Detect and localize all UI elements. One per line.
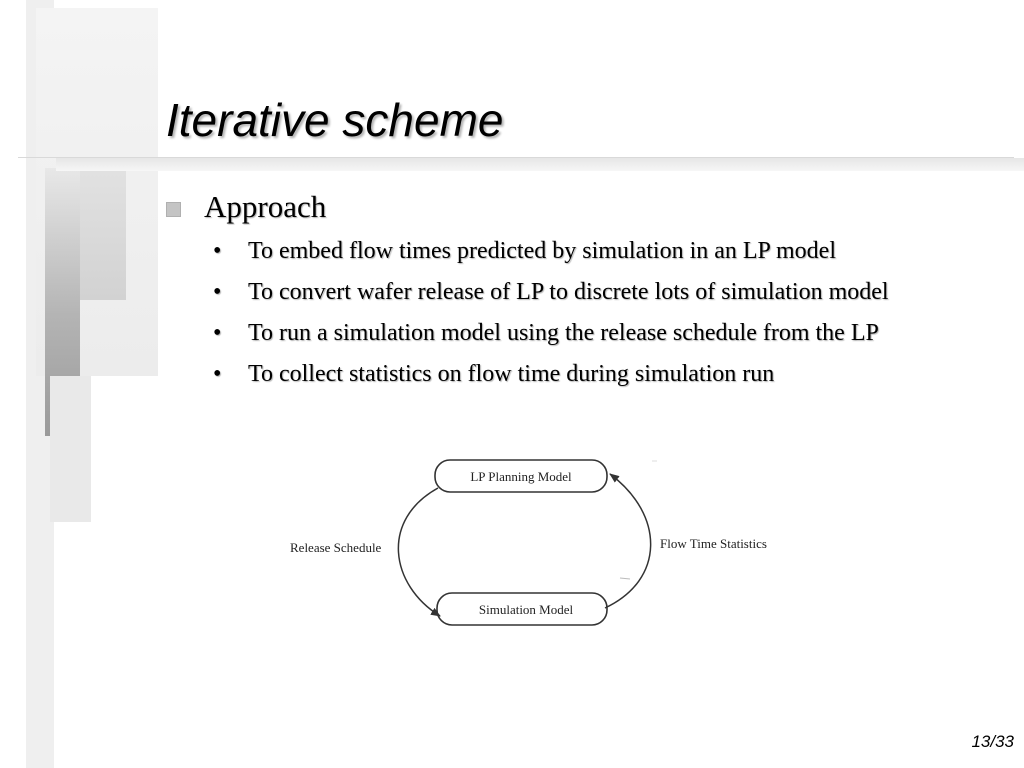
sub-bullet-item xyxy=(213,234,889,275)
sub-bullet-item xyxy=(213,316,889,357)
sub-bullet-text: To collect statistics on flow time during simulation run xyxy=(248,361,775,387)
sub-bullet-text: To convert wafer release of LP to discrete lots of simulation model xyxy=(248,279,889,305)
iteration-diagram xyxy=(280,450,810,640)
dot-bullet-icon: • xyxy=(213,279,222,305)
sub-bullet-text: To run a simulation model using the release schedule from the LP xyxy=(248,320,879,346)
sub-bullet-item xyxy=(213,357,889,398)
background-bar xyxy=(50,376,91,522)
dot-bullet-icon: • xyxy=(213,361,222,387)
dot-bullet-icon: • xyxy=(213,238,222,264)
flow-time-arrow xyxy=(605,474,651,608)
bullet-heading: Approach xyxy=(204,189,327,224)
flow-time-statistics-label: Flow Time Statistics xyxy=(660,536,767,551)
square-bullet-icon xyxy=(166,202,181,217)
title-divider-line xyxy=(18,157,1014,158)
slide-title: Iterative scheme xyxy=(166,94,504,146)
sub-bullet-item xyxy=(213,275,889,316)
dot-bullet-icon: • xyxy=(213,320,222,346)
bullet-approach xyxy=(166,188,326,226)
page-number: 13/33 xyxy=(971,732,1014,751)
simulation-label: Simulation Model xyxy=(478,602,574,617)
scan-mark xyxy=(620,578,630,579)
release-schedule-arrow xyxy=(398,488,440,616)
title-divider-band xyxy=(56,158,1024,171)
release-schedule-label: Release Schedule xyxy=(290,540,382,555)
sub-bullet-text: To embed flow times predicted by simulation in an LP model xyxy=(248,238,836,264)
sub-bullet-list xyxy=(213,234,889,398)
lp-planning-label: LP Planning Model xyxy=(470,469,572,484)
